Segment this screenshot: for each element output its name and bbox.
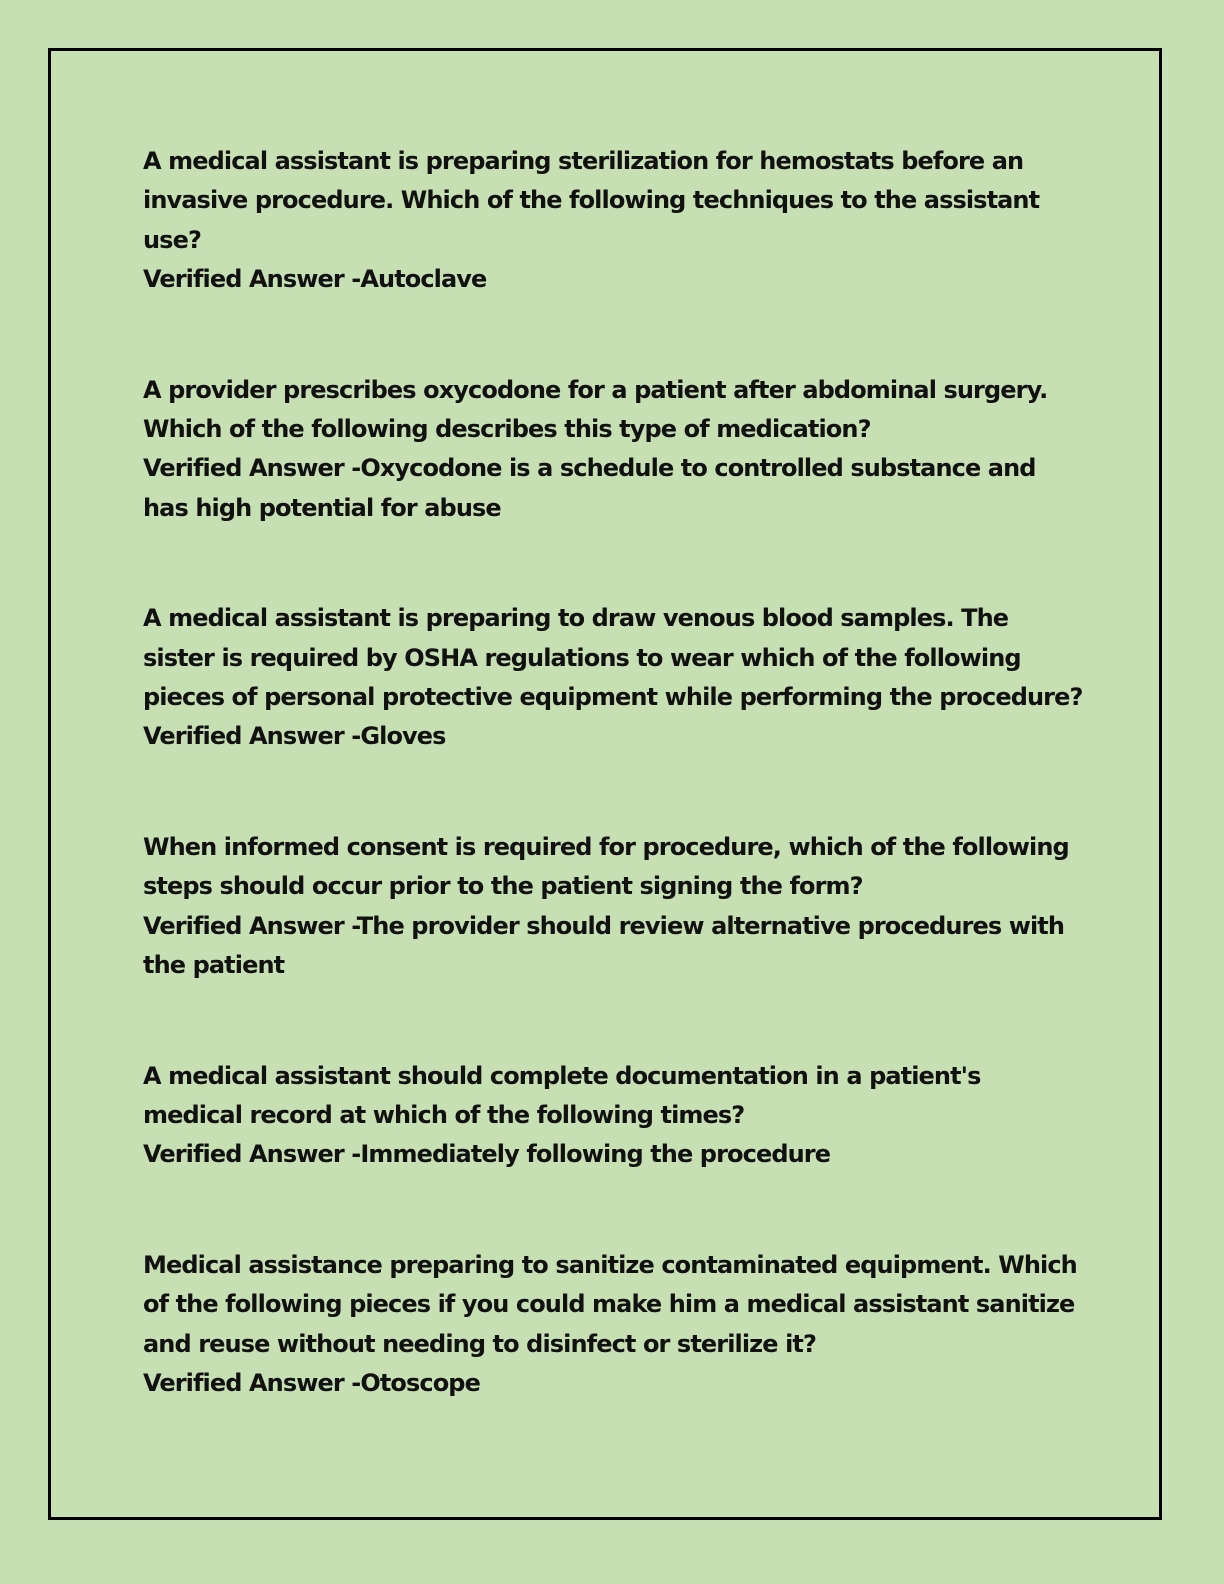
qa-item-3 [143,599,1083,757]
qa-item-5 [143,1057,1083,1175]
qa-item-2 [143,371,1083,529]
answer-1: Verified Answer -Autoclave [143,265,487,294]
qa-list [143,142,1083,1474]
answer-6: Verified Answer -Otoscope [143,1368,480,1397]
answer-3: Verified Answer -Gloves [143,722,446,751]
qa-item-1 [143,142,1083,300]
answer-4: Verified Answer -The provider should review alternative procedures with the patient [143,911,1065,980]
question-6: Medical assistance preparing to sanitize contaminated equipment. Which of the following pieces if you could make him a medical assistant sanitize and reuse without needing to disinfect or sterilize it? [143,1250,1077,1358]
answer-5: Verified Answer -Immediately following the procedure [143,1140,831,1169]
question-5: A medical assistant should complete documentation in a patient's medical record at which of the following times? [143,1061,981,1129]
question-2: A provider prescribes oxycodone for a patient after abdominal surgery. Which of the following describes this type of medication? [143,375,1048,444]
qa-item-6 [143,1246,1083,1404]
question-3: A medical assistant is preparing to draw venous blood samples. The sister is required by OSHA regulations to wear which of the following pieces of personal protective equipment while performing the procedure? [143,604,1083,712]
qa-item-4 [143,828,1083,986]
question-4: When informed consent is required for procedure, which of the following steps should occur prior to the patient signing the form? [143,832,1069,901]
answer-2: Verified Answer -Oxycodone is a schedule to controlled substance and has high potential for abuse [143,454,1036,522]
question-1: A medical assistant is preparing sterilization for hemostats before an invasive procedure. Which of the following techniques to the assistant use? [143,147,1040,254]
